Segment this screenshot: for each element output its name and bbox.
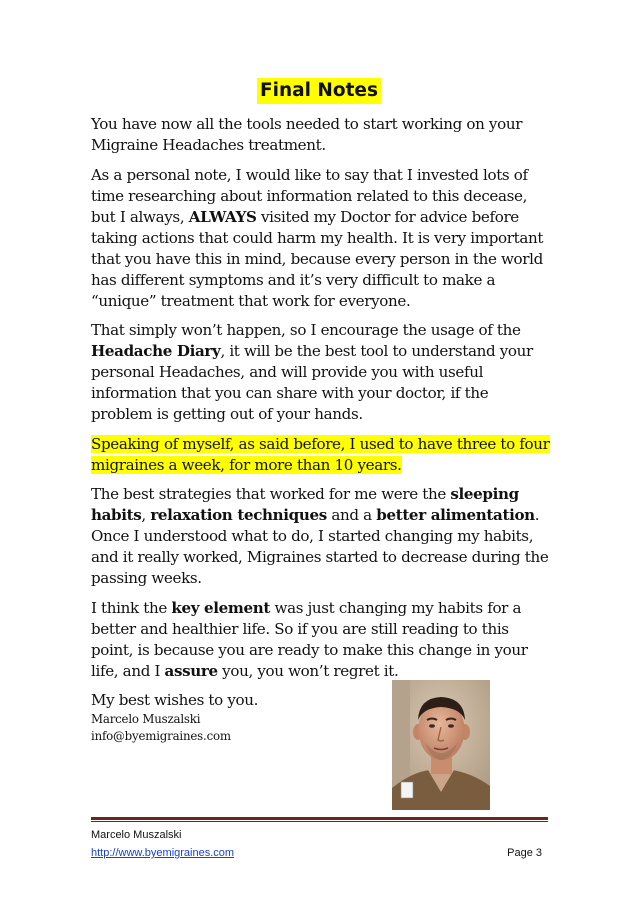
paragraph [91,320,551,425]
bold-text: ALWAYS [188,207,257,226]
bold-text: relaxation techniques [150,506,327,524]
bold-text: Headache Diary [91,342,221,360]
text-run: The best strategies that worked for me were the [91,485,451,503]
bold-text: better alimentation [376,506,535,524]
text-run: you, you won’t regret it. [217,661,399,680]
text-run: My best wishes to you. [91,691,259,709]
footer-rule [91,817,548,820]
text-run: I think the [91,598,172,617]
paragraph [91,114,551,156]
bold-text: key element [171,598,271,617]
footer-author: Marcelo Muszalski [91,829,182,841]
signature-name: Marcelo Muszalski [91,712,201,726]
text-run: visited my Doctor for advice before taking actions that could harm my health. It is very important that you have this in mind, because every person in the world has different symptoms and it’s very difficult to make a “unique” treatment that work for everyone. [91,207,544,310]
signature-block [91,711,231,745]
body-text [91,114,551,720]
page-footer [91,826,548,862]
author-photo [392,680,490,810]
footer-rule-thin [91,821,548,822]
text-run: . Once I understood what to do, I started changing my habits, and it really worked, Migraines started to decrease during the passing weeks. [91,506,549,587]
paragraph [91,598,551,682]
footer-website-link[interactable]: http://www.byemigraines.com [91,847,235,859]
text-run: and a [326,506,377,524]
paragraph [91,434,551,476]
highlighted-text: Speaking of myself, as said before, I used to have three to four migraines a week, for more than 10 years. [91,434,550,474]
text-run: , [141,506,151,524]
page-number: Page 3 [507,847,542,859]
text-run: was just changing my habits for a better and healthier life. So if you are still reading to this point, is because you are ready to make this change in your life, and I [91,598,528,680]
paragraph [91,484,551,589]
paragraph [91,165,551,312]
page-title-wrap [0,76,638,106]
text-run: As a personal note, I would like to say that I invested lots of time researching about information related to this decease, but I always, [91,165,528,226]
text-run: You have now all the tools needed to start working on your Migraine Headaches treatment. [91,115,523,154]
text-run: That simply won’t happen, so I encourage the usage of the [91,321,521,339]
page-title: Final Notes [257,78,381,104]
signature-email: info@byemigraines.com [91,729,231,743]
bold-text: assure [164,661,218,680]
text-run: , it will be the best tool to understand your personal Headaches, and will provide you with useful information that you can share with your doctor, if the problem is getting out of your hands. [91,342,533,423]
bold-text: sleeping habits [91,485,519,524]
